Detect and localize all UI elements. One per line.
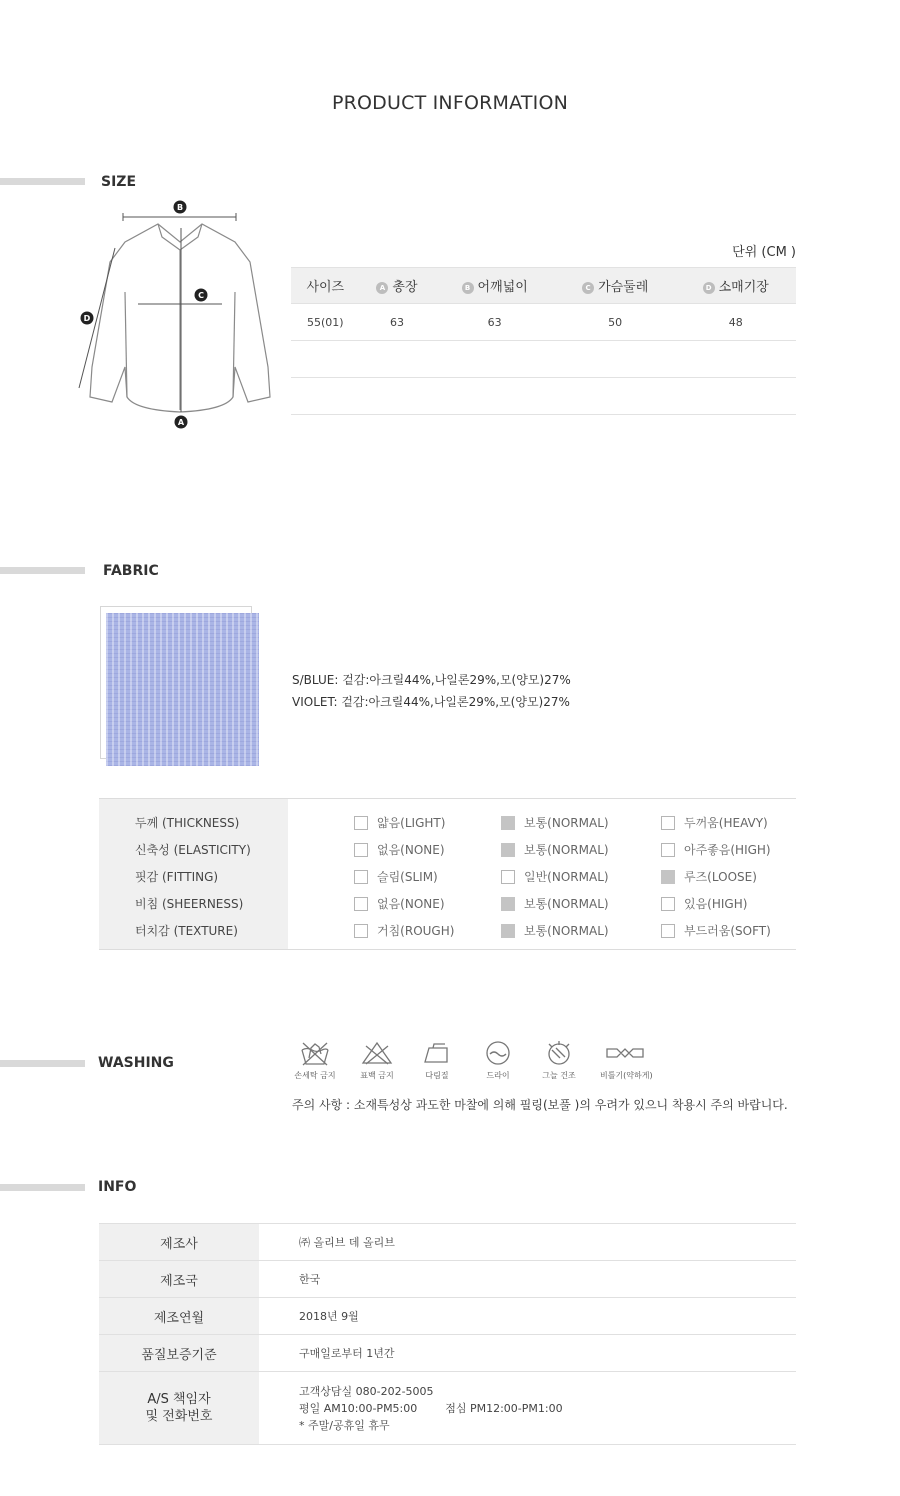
checkbox-checked (661, 870, 675, 884)
wash-label: 표백 금지 (360, 1071, 394, 1080)
option-normal: 보통(NORMAL) (501, 895, 609, 912)
checkbox (661, 897, 675, 911)
section-bar-size (0, 178, 85, 185)
attribute-name: 터치감 (TEXTURE) (135, 924, 238, 938)
svg-text:A: A (177, 418, 185, 427)
svg-text:C: C (198, 291, 204, 300)
label-line: 및 전화번호 (145, 1409, 213, 1424)
option-light: 얇음(LIGHT) (354, 814, 445, 831)
shoulder-cell: 63 (434, 304, 555, 341)
value-line: 평일 AM10:00-PM5:00 점심 PM12:00-PM1:00 (299, 1401, 563, 1415)
option-loose: 루즈(LOOSE) (661, 868, 757, 885)
label-line: A/S 책임자 (147, 1392, 211, 1407)
size-header-length: A 총장 (360, 268, 435, 304)
wash-label: 손세탁 금지 (294, 1071, 336, 1080)
value-line: 고객상담실 080-202-5005 (299, 1384, 434, 1398)
option-slim: 슬림(SLIM) (354, 868, 438, 885)
section-title-size: SIZE (101, 174, 137, 190)
info-value-as-contact (259, 1372, 796, 1445)
attribute-name: 두께 (THICKNESS) (135, 816, 240, 830)
checkbox (354, 924, 368, 938)
checkbox (354, 897, 368, 911)
fabric-composition-violet: VIOLET: 겉감:아크릴44%,나일론29%,모(양모)27% (292, 695, 570, 709)
option-normal: 보통(NORMAL) (501, 841, 609, 858)
info-table (99, 1223, 796, 1445)
wash-label: 비틀기(약하게) (600, 1071, 653, 1080)
section-title-fabric: FABRIC (103, 563, 159, 579)
info-value-date: 2018년 9월 (259, 1298, 796, 1335)
marker-a (175, 416, 188, 429)
svg-text:B: B (176, 203, 184, 212)
sleeve-cell: 48 (675, 304, 796, 341)
section-bar-washing (0, 1060, 85, 1067)
option-high: 아주좋음(HIGH) (661, 841, 771, 858)
wash-label: 다림질 (425, 1071, 449, 1080)
attribute-name: 신축성 (ELASTICITY) (135, 843, 251, 857)
checkbox-checked (501, 816, 515, 830)
checkbox-checked (501, 843, 515, 857)
table-row (99, 1335, 796, 1372)
wash-item (290, 1040, 340, 1081)
attribute-row-sheerness (99, 889, 796, 916)
empty-row (291, 378, 796, 415)
info-label-manufacturer: 제조사 (99, 1224, 259, 1261)
option-none: 없음(NONE) (354, 841, 445, 858)
wash-item (352, 1040, 402, 1081)
option-none: 없음(NONE) (354, 895, 445, 912)
checkbox (661, 843, 675, 857)
attribute-row-texture (99, 916, 796, 943)
fabric-swatch-image (106, 613, 259, 766)
gentle-wring-icon (605, 1040, 645, 1066)
attribute-row-thickness (99, 808, 796, 835)
size-header-shoulder: B 어깨넓이 (434, 268, 555, 304)
option-normal: 보통(NORMAL) (501, 922, 609, 939)
no-hand-wash-icon (299, 1040, 331, 1066)
option-soft: 부드러움(SOFT) (661, 922, 771, 939)
fabric-composition-blue: S/BLUE: 겉감:아크릴44%,나일론29%,모(양모)27% (292, 673, 571, 687)
wash-item (534, 1040, 584, 1081)
checkbox (354, 843, 368, 857)
size-cell: 55(01) (291, 304, 360, 341)
checkbox (661, 924, 675, 938)
shade-dry-icon (543, 1040, 575, 1066)
option-heavy: 두꺼움(HEAVY) (661, 814, 768, 831)
dry-clean-icon (482, 1040, 514, 1066)
svg-text:D: D (83, 314, 91, 323)
info-value-country: 한국 (259, 1261, 796, 1298)
attribute-row-fitting (99, 862, 796, 889)
size-unit: 단위 (CM ) (732, 245, 796, 260)
wash-label: 그늘 건조 (542, 1071, 576, 1080)
chest-cell: 50 (555, 304, 676, 341)
checkbox (354, 870, 368, 884)
table-row (99, 1224, 796, 1261)
option-normal: 보통(NORMAL) (501, 814, 609, 831)
size-header-size: 사이즈 (291, 268, 360, 304)
info-label-as-contact (99, 1372, 259, 1445)
marker-d (81, 312, 94, 325)
attribute-name: 비침 (SHEERNESS) (135, 897, 244, 911)
wash-label: 드라이 (486, 1071, 510, 1080)
length-cell: 63 (360, 304, 435, 341)
option-normal: 일반(NORMAL) (501, 868, 609, 885)
value-line: * 주말/공휴일 휴무 (299, 1418, 390, 1432)
info-value-warranty: 구매일로부터 1년간 (259, 1335, 796, 1372)
marker-c (195, 289, 208, 302)
table-row (99, 1298, 796, 1335)
checkbox (661, 816, 675, 830)
jacket-diagram (70, 192, 290, 437)
info-label-country: 제조국 (99, 1261, 259, 1298)
size-header-chest: C 가슴둘레 (555, 268, 676, 304)
checkbox-checked (501, 897, 515, 911)
table-row (291, 304, 796, 341)
page-title: PRODUCT INFORMATION (331, 92, 569, 114)
wash-item (600, 1040, 653, 1081)
option-high: 있음(HIGH) (661, 895, 747, 912)
marker-b (174, 201, 187, 214)
table-row (99, 1372, 796, 1445)
table-row (99, 1261, 796, 1298)
washing-caution-note: 주의 사항 : 소재특성상 과도한 마찰에 의해 필링(보풀 )의 우려가 있으니 착용시 주의 바랍니다. (292, 1098, 788, 1112)
checkbox (501, 870, 515, 884)
no-bleach-icon (361, 1040, 393, 1066)
info-label-date: 제조연월 (99, 1298, 259, 1335)
fabric-attributes (99, 798, 796, 950)
checkbox (354, 816, 368, 830)
attribute-row-elasticity (99, 835, 796, 862)
info-value-manufacturer: ㈜ 올리브 데 올리브 (259, 1224, 796, 1261)
checkbox-checked (501, 924, 515, 938)
wash-item (412, 1040, 462, 1081)
size-header-sleeve: D 소매기장 (675, 268, 796, 304)
attribute-name: 핏감 (FITTING) (135, 870, 219, 884)
iron-icon (421, 1040, 453, 1066)
empty-row (291, 341, 796, 378)
size-table (291, 267, 796, 415)
section-bar-info (0, 1184, 85, 1191)
section-title-washing: WASHING (98, 1055, 174, 1071)
wash-item (473, 1040, 523, 1081)
info-label-warranty: 품질보증기준 (99, 1335, 259, 1372)
section-title-info: INFO (98, 1179, 137, 1195)
section-bar-fabric (0, 567, 85, 574)
option-rough: 거침(ROUGH) (354, 922, 454, 939)
